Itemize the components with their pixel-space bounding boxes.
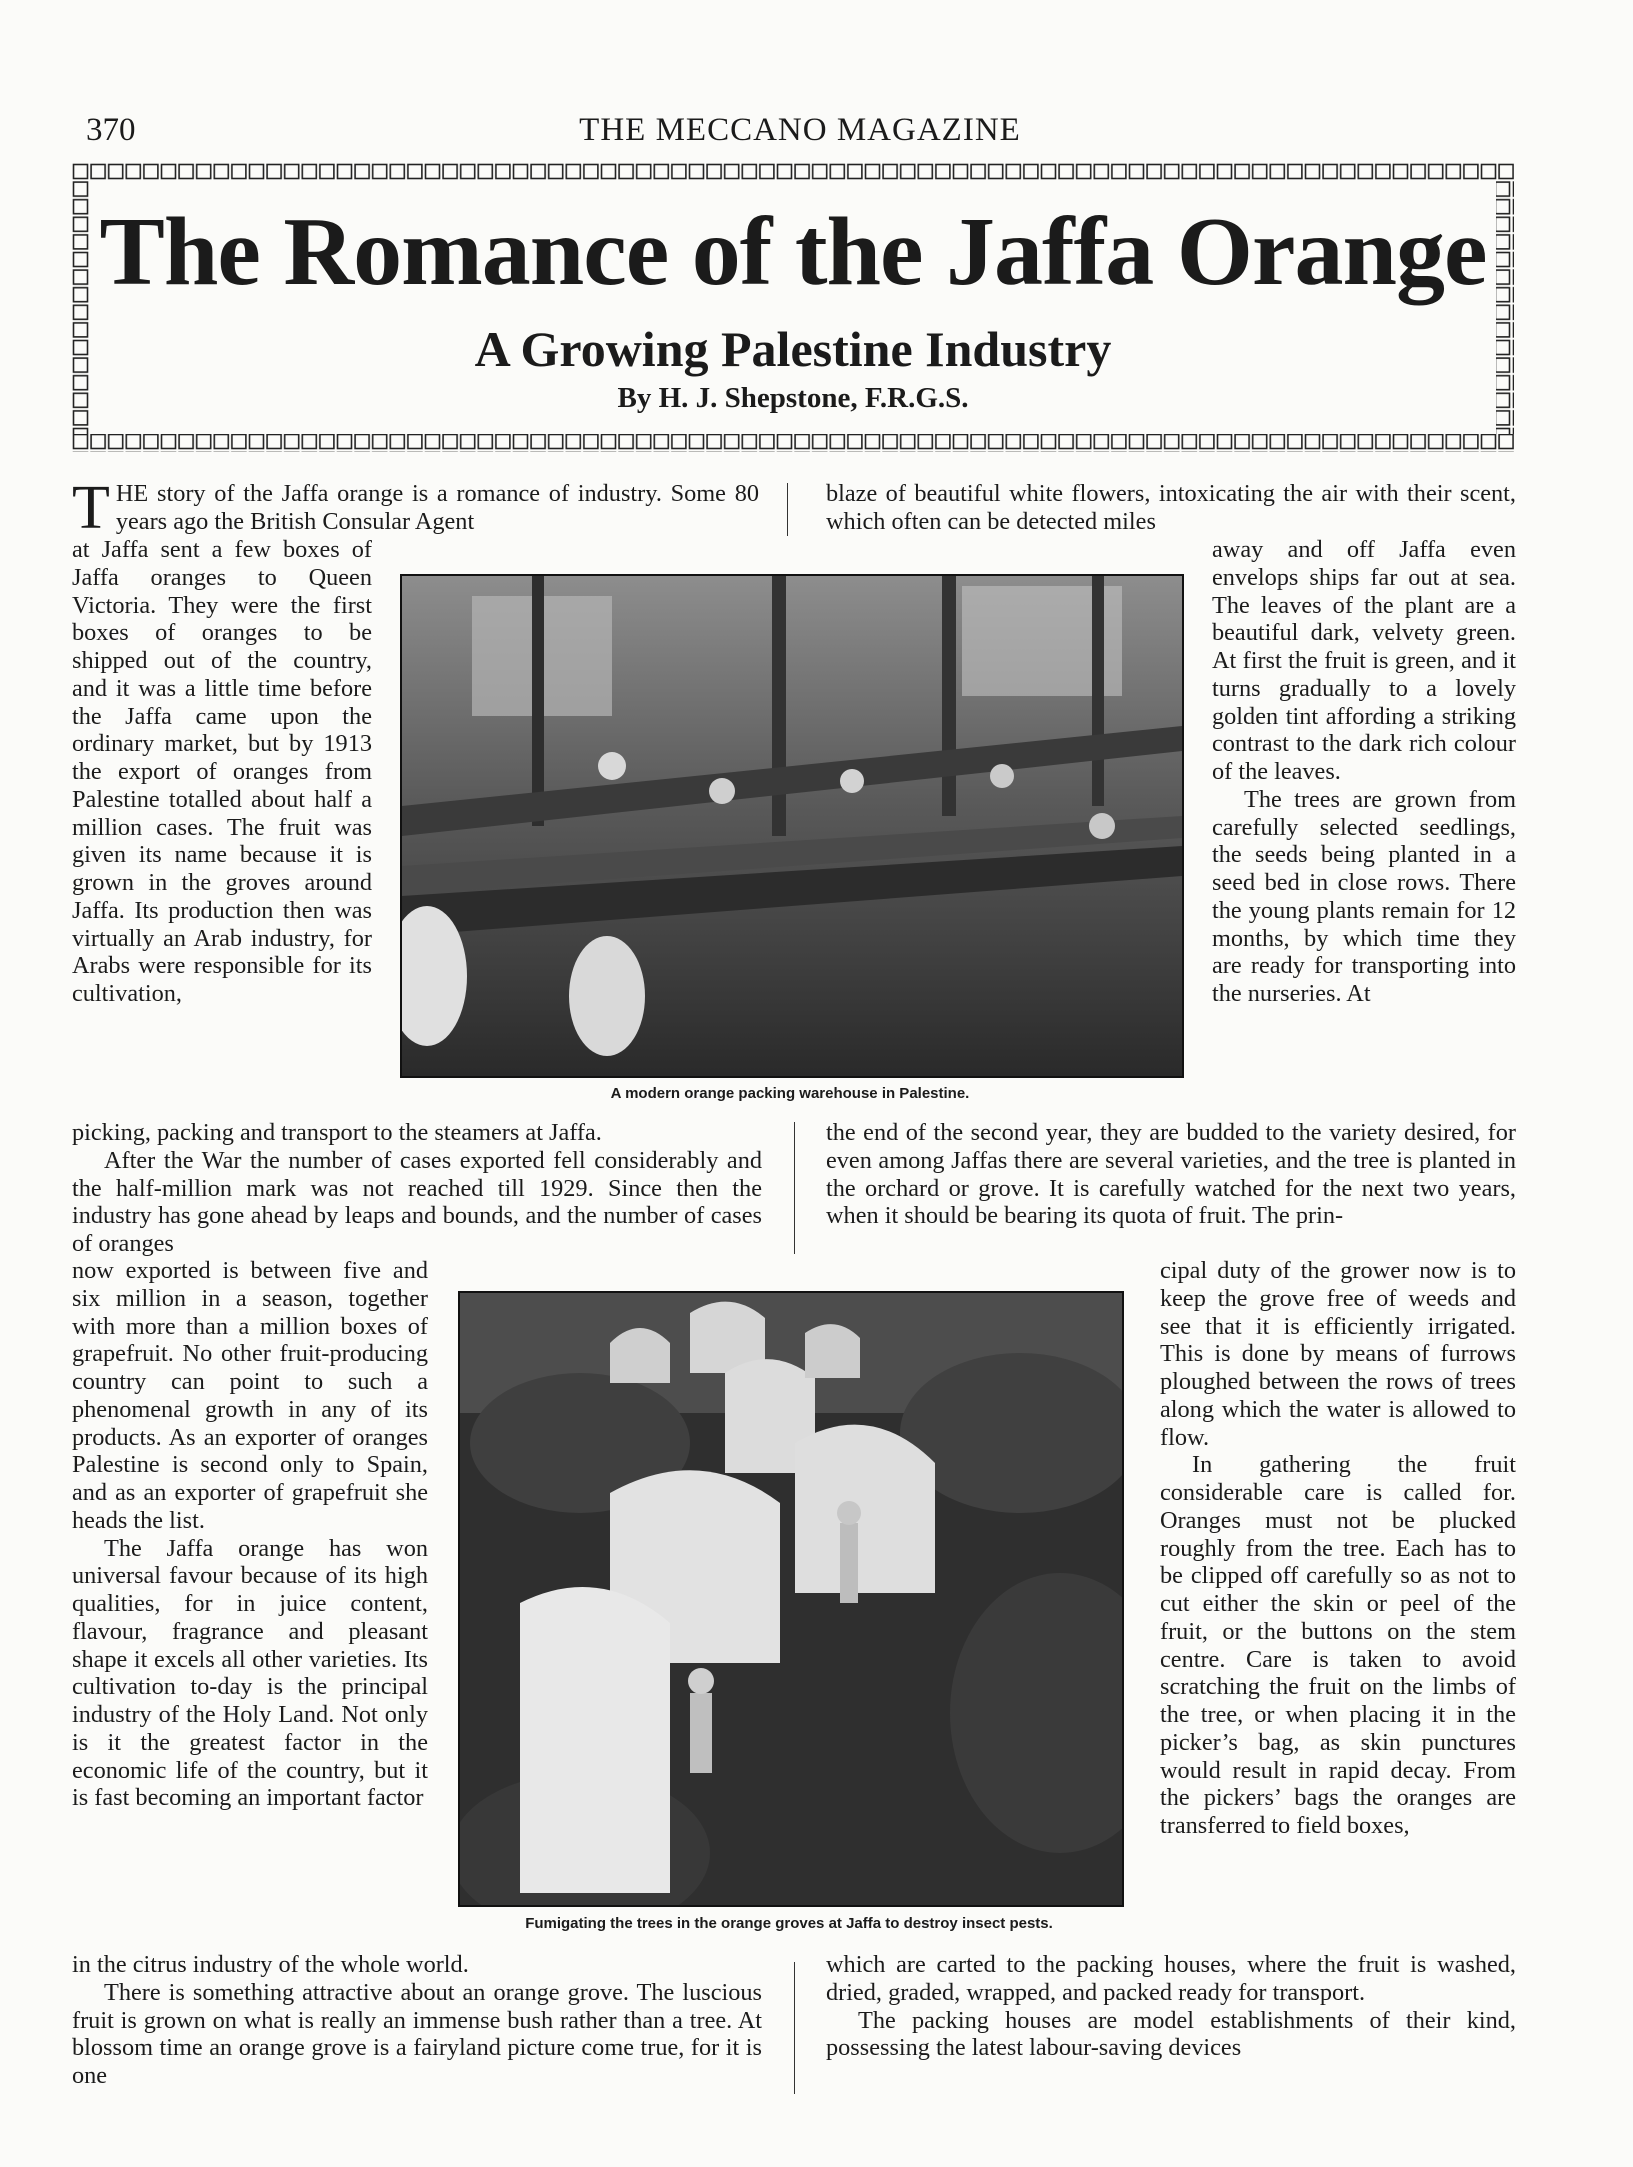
text-block-grove	[72, 1951, 762, 2090]
text-block-budding	[826, 1119, 1516, 1230]
column-rule	[794, 1122, 795, 1254]
text-block-gathering	[1160, 1257, 1516, 1840]
paragraph: picking, packing and transport to the steamers at Jaffa.	[72, 1119, 602, 1146]
warehouse-photo	[400, 574, 1184, 1078]
paragraph: the end of the second year, they are budded to the variety desired, for even among Jaffas there are several varieties, and the tree is planted in the orchard or grove. It is carefully watched for the next two years, when it should be bearing its quota of fruit. The prin-	[826, 1119, 1516, 1230]
article-title: The Romance of the Jaffa Orange	[99, 198, 1487, 306]
paragraph: away and off Jaffa even envelops ships far out at sea. The leaves of the plant are a beautiful dark, velvety green. At first the fruit is green, and it turns gradually to a lovely golden tint affording a striking contrast to the dark rich colour of the leaves.	[1212, 536, 1516, 785]
fumigating-photo	[458, 1291, 1124, 1907]
paragraph: now exported is between five and six million in a season, together with more than a million boxes of grapefruit. No other fruit-producing country can point to such a phenomenal growth in any of its products. As an exporter of oranges Palestine is second only to Spain, and as an exporter of grapefruit she heads the list.	[72, 1257, 428, 1534]
paragraph: which are carted to the packing houses, where the fruit is washed, dried, graded, wrapped, and packed ready for transport.	[826, 1951, 1516, 2006]
paragraph: cipal duty of the grower now is to keep the grove free of weeds and see that it is efficiently irrigated. This is done by means of furrows ploughed between the rows of trees along which the water is allowed to flow.	[1160, 1257, 1516, 1451]
article-subtitle: A Growing Palestine Industry	[474, 321, 1112, 377]
paragraph: The Jaffa orange has won universal favour because of its high qualities, for in juice content, flavour, fragrance and pleasant shape it excels all other varieties. Its cultivation to-day is the principal industry of the Holy Land. Not only is it the greatest factor in the economic life of the country, but it is fast becoming an important factor	[72, 1534, 428, 1812]
paragraph: The trees are grown from carefully selected seedlings, the seeds being planted in a seed bed in close rows. There the young plants remain for 12 months, by which time they are ready for transporting into the nurseries. At	[1212, 785, 1516, 1007]
text-block-exports	[72, 1257, 428, 1812]
intro-text: HE story of the Jaffa orange is a romance of industry. Some 80 years ago the British Consular Agent	[115, 480, 759, 535]
paragraph: After the War the number of cases exported fell considerably and the half-million mark was not reached till 1929. Since then the industry has gone ahead by leaps and bounds, and the number of cases of oranges	[72, 1146, 762, 1257]
text-block-history	[72, 536, 372, 1008]
magazine-title: THE MECCANO MAGAZINE	[579, 112, 1021, 148]
paragraph: in the citrus industry of the whole world.	[72, 1951, 469, 1978]
paragraph: at Jaffa sent a few boxes of Jaffa oranges to Queen Victoria. They were the first boxes of oranges to be shipped out of the country, and it was a little time before the Jaffa came upon the ordinary market, but by 1913 the export of oranges from Palestine totalled about half a million cases. The fruit was given its name because it is grown in the groves around Jaffa. Its production then was virtually an Arab industry, for Arabs were responsible for its cultivation,	[72, 536, 372, 1007]
text-block-leaves	[1212, 536, 1516, 1008]
column-rule	[787, 483, 788, 536]
text-block-after-war	[72, 1119, 762, 1258]
column-rule	[794, 1962, 795, 2094]
figure-caption: Fumigating the trees in the orange groves at Jaffa to destroy insect pests.	[525, 1915, 1053, 1932]
page-number: 370	[86, 112, 136, 148]
paragraph: In gathering the fruit considerable care is called for. Oranges must not be plucked roughly from the tree. Each has to be clipped off carefully so as not to cut either the skin or peel of the fruit, or the buttons on the stem centre. Care is taken to avoid scratching the fruit on the limbs of the tree, or when placing it in the picker’s bag, as skin punctures would result in rapid decay. From the pickers’ bags the oranges are transferred to field boxes,	[1160, 1451, 1516, 1839]
paragraph: There is something attractive about an orange grove. The luscious fruit is grown on what is really an immense bush rather than a tree. At blossom time an orange grove is a fairyland picture come true, for it is one	[72, 1978, 762, 2089]
text-block-intro	[72, 474, 759, 542]
paragraph: blaze of beautiful white flowers, intoxicating the air with their scent, which often can be detected miles	[826, 480, 1516, 535]
article-byline: By H. J. Shepstone, F.R.G.S.	[617, 382, 969, 414]
paragraph: The packing houses are model establishments of their kind, possessing the latest labour-saving devices	[826, 2006, 1516, 2062]
figure-caption: A modern orange packing warehouse in Palestine.	[610, 1085, 970, 1102]
drop-cap: T	[72, 474, 110, 542]
text-block-packing	[826, 1951, 1516, 2062]
text-block-blossom	[826, 480, 1516, 536]
